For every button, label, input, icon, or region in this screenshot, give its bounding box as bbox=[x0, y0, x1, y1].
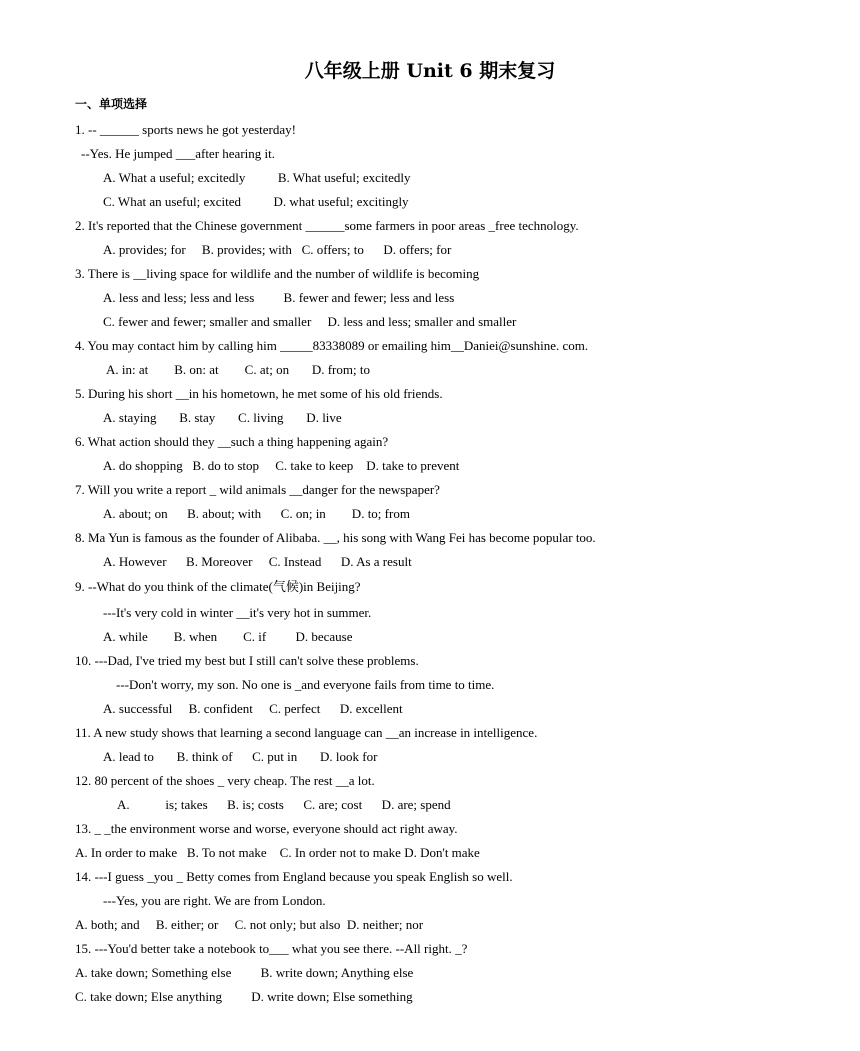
question-8-options: A. However B. Moreover C. Instead D. As a result bbox=[103, 554, 412, 569]
question-10-options: A. successful B. confident C. perfect D. excellent bbox=[103, 701, 403, 716]
question-13: 13. _ _the environment worse and worse, everyone should act right away. bbox=[75, 821, 458, 836]
question-4: 4. You may contact him by calling him _____83338089 or emailing him__Daniei@sunshine. com. bbox=[75, 338, 589, 353]
question-6-options: A. do shopping B. do to stop C. take to keep D. take to prevent bbox=[103, 458, 460, 473]
question-3-options-a: A. less and less; less and less B. fewer and fewer; less and less bbox=[103, 290, 455, 305]
question-14-options: A. both; and B. either; or C. not only; but also D. neither; nor bbox=[75, 917, 424, 932]
question-11-options: A. lead to B. think of C. put in D. look for bbox=[103, 749, 378, 764]
question-9: 9. --What do you think of the climate(气候)in Beijing? bbox=[75, 579, 361, 594]
question-6: 6. What action should they __such a thing happening again? bbox=[75, 434, 389, 449]
question-5: 5. During his short __in his hometown, he met some of his old friends. bbox=[75, 386, 443, 401]
question-14-reply: ---Yes, you are right. We are from London. bbox=[103, 893, 326, 908]
question-15-options-a: A. take down; Something else B. write down; Anything else bbox=[75, 965, 414, 980]
question-3: 3. There is __living space for wildlife and the number of wildlife is becoming bbox=[75, 266, 480, 281]
question-1: 1. -- ______ sports news he got yesterday! bbox=[75, 122, 296, 137]
section-heading: 一、单项选择 bbox=[75, 97, 148, 111]
question-13-options: A. In order to make B. To not make C. In order not to make D. Don't make bbox=[75, 845, 480, 860]
question-10-reply: ---Don't worry, my son. No one is _and everyone fails from time to time. bbox=[116, 677, 495, 692]
question-5-options: A. staying B. stay C. living D. live bbox=[103, 410, 342, 425]
question-1-options-a: A. What a useful; excitedly B. What useful; excitedly bbox=[103, 170, 411, 185]
question-4-options: A. in: at B. on: at C. at; on D. from; to bbox=[106, 362, 370, 377]
question-12: 12. 80 percent of the shoes _ very cheap. The rest __a lot. bbox=[75, 773, 375, 788]
question-10: 10. ---Dad, I've tried my best but I still can't solve these problems. bbox=[75, 653, 419, 668]
question-15-options-b: C. take down; Else anything D. write down; Else something bbox=[75, 989, 413, 1004]
question-7-options: A. about; on B. about; with C. on; in D. to; from bbox=[103, 506, 410, 521]
question-1-reply: --Yes. He jumped ___after hearing it. bbox=[81, 146, 275, 161]
question-2: 2. It's reported that the Chinese government ______some farmers in poor areas _free technology. bbox=[75, 218, 579, 233]
question-2-options: A. provides; for B. provides; with C. offers; to D. offers; for bbox=[103, 242, 452, 257]
document-title: 八年级上册 Unit 6 期末复习 bbox=[304, 60, 556, 82]
question-12-options: A. is; takes B. is; costs C. are; cost D. are; spend bbox=[117, 797, 451, 812]
question-1-options-b: C. What an useful; excited D. what useful; excitingly bbox=[103, 194, 409, 209]
question-15: 15. ---You'd better take a notebook to___ what you see there. --All right. _? bbox=[75, 941, 468, 956]
question-9-options: A. while B. when C. if D. because bbox=[103, 629, 353, 644]
question-14: 14. ---I guess _you _ Betty comes from England because you speak English so well. bbox=[75, 869, 513, 884]
question-11: 11. A new study shows that learning a second language can __an increase in intelligence. bbox=[75, 725, 538, 740]
question-3-options-b: C. fewer and fewer; smaller and smaller D. less and less; smaller and smaller bbox=[103, 314, 517, 329]
question-9-reply: ---It's very cold in winter __it's very hot in summer. bbox=[103, 605, 372, 620]
question-8: 8. Ma Yun is famous as the founder of Alibaba. __, his song with Wang Fei has become popular too. bbox=[75, 530, 596, 545]
question-7: 7. Will you write a report _ wild animals __danger for the newspaper? bbox=[75, 482, 440, 497]
